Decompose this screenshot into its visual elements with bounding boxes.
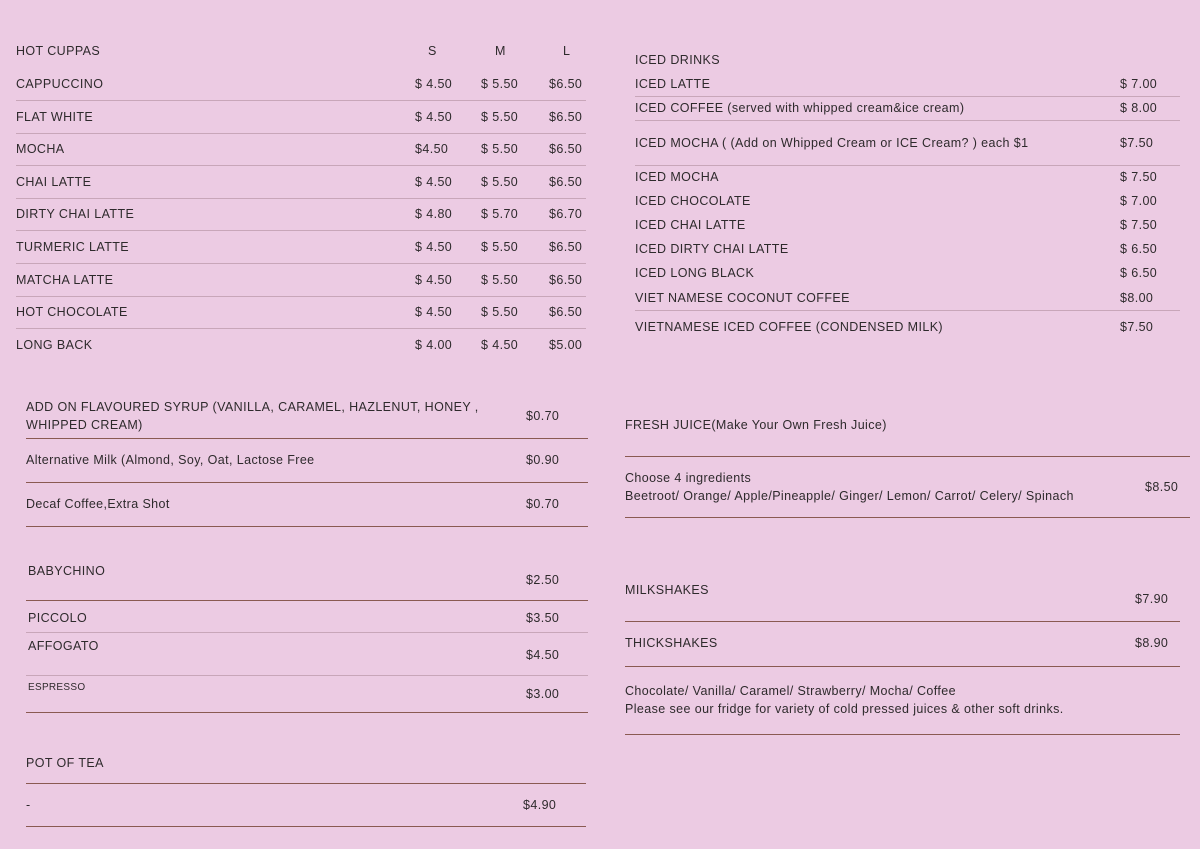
iced-item-price: $7.50 — [1120, 320, 1154, 334]
iced-item-price: $ 7.00 — [1120, 194, 1158, 208]
divider — [16, 230, 586, 231]
iced-item-name: ICED MOCHA — [635, 170, 719, 184]
hot-item-price-l: $6.50 — [549, 77, 583, 91]
divider — [625, 734, 1180, 735]
iced-item-price: $ 7.50 — [1120, 218, 1158, 232]
espresso-label: ESPRESSO — [28, 682, 86, 693]
divider — [26, 632, 588, 633]
iced-item-name: ICED LATTE — [635, 77, 711, 91]
hot-item-price-s: $ 4.50 — [415, 272, 453, 287]
divider — [16, 263, 586, 264]
hot-cuppas-title: HOT CUPPAS — [16, 44, 101, 58]
pot-of-tea-price: $4.90 — [523, 798, 557, 812]
hot-item-price-s: $ 4.50 — [415, 109, 453, 124]
hot-item-price-m: $ 5.50 — [481, 272, 519, 287]
hot-item-price-s: $ 4.50 — [415, 174, 453, 189]
divider — [26, 783, 586, 784]
hot-item-price-s: $ 4.50 — [415, 240, 453, 254]
iced-item-name: ICED CHAI LATTE — [635, 218, 746, 232]
divider — [625, 666, 1180, 667]
hot-item-name: CHAI LATTE — [16, 174, 92, 189]
iced-drinks-title: ICED DRINKS — [635, 53, 720, 67]
divider — [16, 296, 586, 297]
divider — [16, 165, 586, 166]
iced-item-name: VIET NAMESE COCONUT COFFEE — [635, 291, 850, 305]
divider — [635, 165, 1180, 166]
hot-item-price-m: $ 5.50 — [481, 77, 519, 91]
size-l-header: L — [563, 44, 571, 58]
iced-item-name: ICED COFFEE (served with whipped cream&ice cream) — [635, 101, 965, 115]
piccolo-label: PICCOLO — [28, 611, 88, 625]
hot-item-price-l: $6.50 — [549, 240, 583, 254]
iced-item-price: $ 8.00 — [1120, 101, 1158, 115]
iced-item-price: $ 7.00 — [1120, 77, 1158, 91]
iced-item-name: ICED MOCHA ( (Add on Whipped Cream or ICE Cream? ) each $1 — [635, 136, 1029, 150]
hot-item-name: MOCHA — [16, 142, 65, 157]
fresh-juice-title: FRESH JUICE(Make Your Own Fresh Juice) — [625, 418, 887, 432]
affogato-price: $4.50 — [526, 648, 560, 662]
hot-item-price-l: $6.50 — [549, 142, 583, 157]
addon-milk-price: $0.90 — [526, 453, 560, 467]
milkshakes-label: MILKSHAKES — [625, 583, 709, 597]
divider — [625, 517, 1190, 518]
juice-ingredients-count: Choose 4 ingredients — [625, 471, 752, 485]
iced-item-price: $ 6.50 — [1120, 242, 1158, 256]
iced-item-name: ICED DIRTY CHAI LATTE — [635, 242, 789, 256]
hot-item-price-s: $ 4.50 — [415, 77, 453, 91]
milkshakes-price: $7.90 — [1135, 592, 1169, 606]
iced-item-price: $ 7.50 — [1120, 170, 1158, 184]
divider — [26, 600, 588, 601]
pot-of-tea-dash: - — [26, 798, 31, 812]
hot-item-price-l: $5.00 — [549, 337, 583, 352]
hot-item-price-m: $ 5.50 — [481, 142, 519, 157]
divider — [26, 482, 588, 483]
fridge-note: Please see our fridge for variety of cold pressed juices & other soft drinks. — [625, 702, 1064, 716]
divider — [16, 328, 586, 329]
hot-item-name: HOT CHOCOLATE — [16, 305, 128, 320]
divider — [26, 826, 586, 827]
divider — [625, 621, 1180, 622]
pot-of-tea-title: POT OF TEA — [26, 756, 104, 770]
babychino-label: BABYCHINO — [28, 564, 106, 578]
hot-item-price-l: $6.50 — [549, 272, 583, 287]
addon-syrup-price: $0.70 — [526, 409, 560, 423]
shake-flavours: Chocolate/ Vanilla/ Caramel/ Strawberry/ Mocha/ Coffee — [625, 684, 956, 698]
size-m-header: M — [495, 44, 506, 58]
iced-item-price: $8.00 — [1120, 291, 1154, 305]
hot-item-name: TURMERIC LATTE — [16, 240, 130, 254]
hot-item-price-m: $ 5.50 — [481, 174, 519, 189]
hot-item-price-s: $4.50 — [415, 142, 449, 157]
addon-milk-label: Alternative Milk (Almond, Soy, Oat, Lactose Free — [26, 453, 315, 467]
iced-item-price: $7.50 — [1120, 136, 1154, 150]
thickshakes-label: THICKSHAKES — [625, 636, 718, 650]
hot-item-price-l: $6.50 — [549, 109, 583, 124]
hot-item-name: DIRTY CHAI LATTE — [16, 207, 135, 222]
divider — [625, 456, 1190, 457]
affogato-label: AFFOGATO — [28, 639, 99, 653]
hot-item-price-m: $ 5.70 — [481, 207, 519, 222]
hot-item-price-s: $ 4.00 — [415, 337, 453, 352]
juice-price: $8.50 — [1145, 480, 1179, 494]
hot-item-price-l: $6.70 — [549, 207, 583, 222]
thickshakes-price: $8.90 — [1135, 636, 1169, 650]
divider — [635, 120, 1180, 121]
hot-item-name: LONG BACK — [16, 337, 93, 352]
divider — [26, 712, 588, 713]
hot-item-price-s: $ 4.50 — [415, 305, 453, 320]
iced-item-price: $ 6.50 — [1120, 266, 1158, 280]
hot-item-name: FLAT WHITE — [16, 109, 94, 124]
hot-item-price-m: $ 5.50 — [481, 109, 519, 124]
size-s-header: S — [428, 44, 437, 58]
divider — [16, 100, 586, 101]
addon-syrup-label-1: ADD ON FLAVOURED SYRUP (VANILLA, CARAMEL, HAZLENUT, HONEY , — [26, 400, 479, 414]
hot-item-price-s: $ 4.80 — [415, 207, 453, 222]
divider — [635, 310, 1180, 311]
addon-syrup-label-2: WHIPPED CREAM) — [26, 418, 143, 432]
hot-item-price-l: $6.50 — [549, 174, 583, 189]
piccolo-price: $3.50 — [526, 611, 560, 625]
hot-item-price-m: $ 5.50 — [481, 240, 519, 254]
divider — [635, 96, 1180, 97]
hot-item-name: MATCHA LATTE — [16, 272, 114, 287]
divider — [16, 198, 586, 199]
hot-item-price-m: $ 4.50 — [481, 337, 519, 352]
hot-item-price-m: $ 5.50 — [481, 305, 519, 320]
iced-item-name: VIETNAMESE ICED COFFEE (CONDENSED MILK) — [635, 320, 943, 334]
espresso-price: $3.00 — [526, 687, 560, 701]
divider — [26, 438, 588, 439]
divider — [16, 133, 586, 134]
iced-item-name: ICED LONG BLACK — [635, 266, 755, 280]
iced-item-name: ICED CHOCOLATE — [635, 194, 751, 208]
addon-decaf-price: $0.70 — [526, 497, 560, 511]
hot-item-name: CAPPUCCINO — [16, 77, 104, 91]
hot-item-price-l: $6.50 — [549, 305, 583, 320]
juice-ingredients-list: Beetroot/ Orange/ Apple/Pineapple/ Ginger/ Lemon/ Carrot/ Celery/ Spinach — [625, 489, 1074, 503]
babychino-price: $2.50 — [526, 573, 560, 587]
divider — [26, 526, 588, 527]
divider — [26, 675, 588, 676]
addon-decaf-label: Decaf Coffee,Extra Shot — [26, 497, 170, 511]
